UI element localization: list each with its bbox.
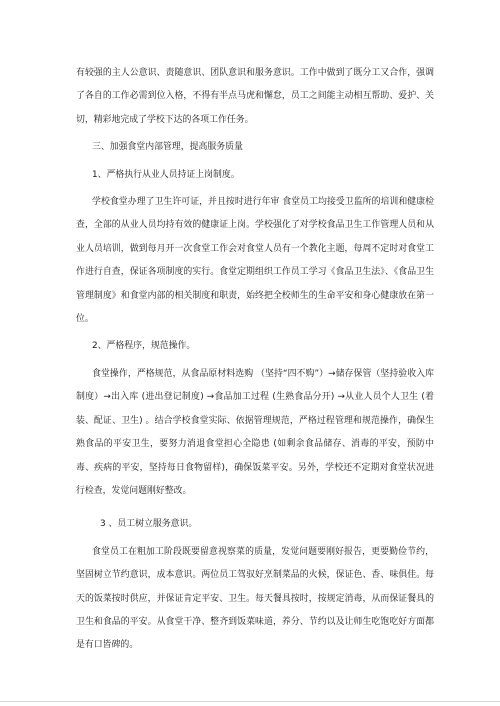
subsection-2-body: 食堂操作，严格规范，从食品原材料选购 （坚持“四不购”）→储存保管（坚持验收入库制度）→出入库 (进出登记制度) →食品加工过程 (生熟食品分开) →从业人员个人卫生 (着装、配证、卫生) 。结合学校食堂实际、依据管理规范，严格过程管理和规范操作，确保生熟食品的平安卫生，要努力消退食堂担心全隐患 (如剩余食品储存、消毒的平安，预防中毒、疾病的平安，坚持每日食物留样)，确保饭菜平安。另外，学校还不定期对食堂状况进行检查，发觉问题刚好整改。 bbox=[76, 368, 434, 496]
subsection-3-title: 3 、员工树立服务意识。 bbox=[100, 519, 198, 530]
subsection-1-title: 1、严格执行从业人员持证上岗制度。 bbox=[92, 169, 240, 180]
subsection-1-body: 学校食堂办理了卫生许可证，并且按时进行年审 食堂员工均接受卫监所的培训和健康检查，全部的从业人员均持有效的健康证上岗。学校强化了对学校食品卫生工作管理人员和从业人员培训，做到每月开一次食堂工作会对食堂人员有一个教化主题，每周不定时对食堂工作进行自查，保证各项制度的实行。食堂定期组织工作员工学习《食品卫生法》、《食品卫生管理制度》和食堂内部的相关制度和职责，始终把全校师生的生命平安和身心健康放在第一位。 bbox=[76, 197, 434, 325]
footer-divider bbox=[0, 701, 500, 702]
section-title: 三、加强食堂内部管理，提高服务质量 bbox=[92, 142, 243, 153]
subsection-2-title: 2、严格程序，规范操作。 bbox=[92, 341, 196, 352]
subsection-3-body: 食堂员工在粗加工阶段既要留意视察菜的质量，发觉问题要刚好报告，更要勤俭节约，坚固树立节约意识，成本意识。两位员工驾驭好烹制菜品的火候，保证色、香、味俱佳。每天的饭菜按时供应，并保证肯定平安、卫生。每天餐具按时，按规定消毒，从而保证餐具的卫生和食品的平安。从食堂干净、整齐到饭菜味道，养分、节约以及让师生吃饱吃好方面都是有口皆碑的。 bbox=[76, 546, 434, 651]
intro-paragraph: 有较强的主人公意识、责随意识、团队意识和服务意识。工作中做到了既分工又合作，强调了各自的工作必需到位入格，不得有半点马虎和懈怠，员工之间能主动相互帮助、爱护、关切，精彩地完成了学校下达的各项工作任务。 bbox=[76, 68, 434, 125]
